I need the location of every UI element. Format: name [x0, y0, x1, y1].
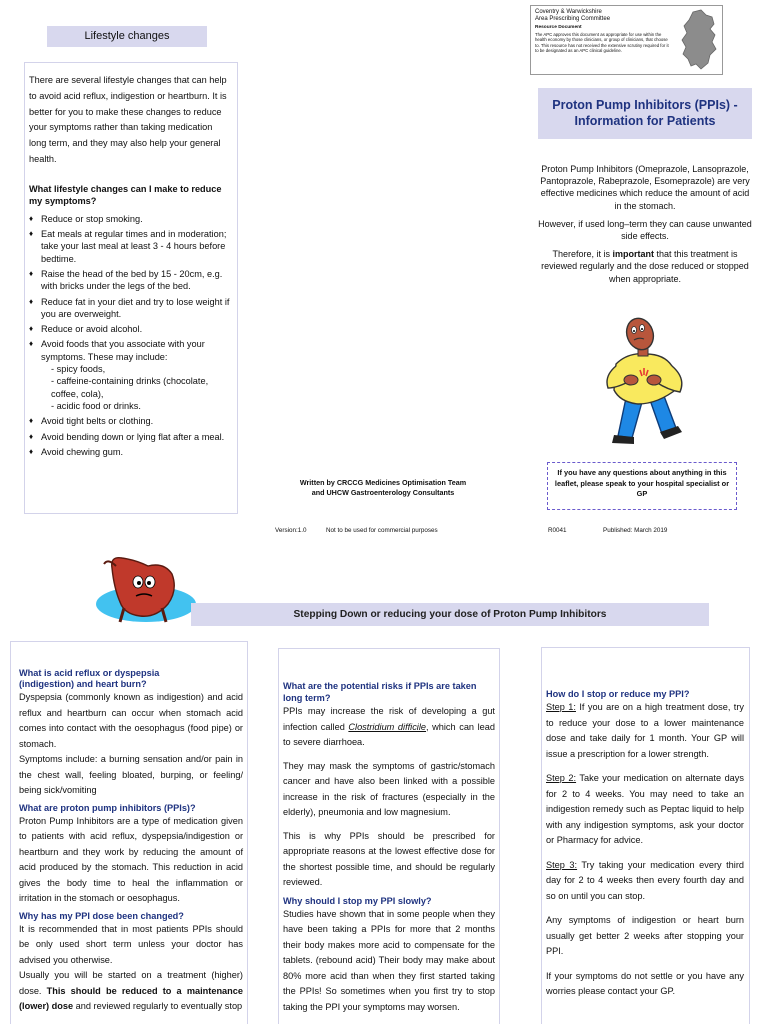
col2-heading-1: What are the potential risks if PPIs are taken long term? [283, 681, 477, 703]
col1-p3: Proton Pump Inhibitors are a type of medication given to patients with acid reflux, dyspepsia/indigestion or heartburn and they work by reducing the amount of acid produced by the stomach. This reduction in acid gives the body time to heal the inflammation or irritation in the stomach or oesophagus. [19, 815, 243, 903]
page2-banner-text: Stepping Down or reducing your dose of Proton Pump Inhibitors [293, 609, 607, 620]
footer-version: Version:1.0 [275, 527, 307, 534]
col3-p5: If your symptoms do not settle or you have any worries please contact your GP. [546, 970, 744, 996]
cover-p3-bold: important [612, 249, 654, 260]
cover-p3 [538, 248, 752, 285]
credits-line2: and UHCW Gastroenterology Consultants [311, 488, 455, 497]
list-item: ♦ Reduce fat in your diet and try to lose weight if you are overweight. [29, 296, 231, 321]
col3-step3 [546, 858, 744, 905]
lifestyle-panel [24, 62, 238, 514]
list-item: ♦ Avoid chewing gum. [29, 446, 231, 458]
col3-p4: Any symptoms of indigestion or heart burn usually get better 2 weeks after stopping your PPI. [546, 915, 744, 956]
col3-step1-label: Step 1: [546, 702, 576, 712]
stomach-character-illustration [92, 556, 196, 632]
page2-column-3 [541, 647, 750, 1024]
cover-p1: Proton Pump Inhibitors (Omeprazole, Lansoprazole, Pantoprazole, Rabeprazole, Esomeprazole) are very effective medicines which reduce the amount of acid in the stomach. [540, 164, 750, 211]
apc-org-line1: Coventry & Warwickshire [535, 9, 602, 15]
col3-step3-text: Try taking your medication every third day for 2 to 4 weeks then every fourth day and so on until you can stop. [546, 859, 745, 901]
cover-p3-post: that this treatment is reviewed regularly and the dose reduced or stopped when appropriate. [541, 249, 749, 284]
list-item [29, 338, 231, 412]
col1-heading-2: What are proton pump inhibitors (PPIs)? [19, 802, 196, 813]
contact-box [547, 462, 737, 510]
page2-column-2 [278, 648, 500, 1024]
list-item: ♦ Avoid bending down or lying flat after a meal. [29, 431, 231, 443]
col1-heading-3: Why has my PPI dose been changed? [19, 910, 184, 921]
list-item: ♦ Reduce or avoid alcohol. [29, 323, 231, 335]
col2-p2: They may mask the symptoms of gastric/stomach cancer and have also been linked with a possible increase in the risk of fractures (especially in the elderly), pneumonia and low magnesium. [283, 760, 495, 817]
cover-title-box [538, 88, 752, 139]
col1-heading-1: What is acid reflux or dyspepsia (indigestion) and heart burn? [19, 668, 160, 689]
col2-p1-post: , which can lead to severe diarrhoea. [283, 721, 495, 747]
col3-step1 [546, 700, 744, 762]
col2-p4: Studies have shown that in some people when they have been taking a PPIs for more that 2 months their body makes more acid to compensate for the tablets. (rebound acid) Their body may make about 80% more acid than when they first started taking the PPIs! So sometimes when you first try to stop taking the PPI your symptoms may worsen. [283, 908, 495, 1012]
county-map-icon [679, 9, 719, 71]
col3-step2 [546, 771, 744, 849]
cover-p3-pre: Therefore, it is [552, 249, 613, 260]
credits-line1: Written by CRCCG Medicines Optimisation Team [299, 478, 467, 487]
heartburn-man-illustration [598, 316, 694, 456]
lifestyle-label: Lifestyle changes [84, 30, 170, 42]
credits [268, 478, 498, 498]
col1-p5-bold: This should be reduced to a maintenance (lower) dose [19, 985, 243, 1011]
page2-banner [191, 603, 709, 626]
footer-published: Published: March 2019 [603, 527, 668, 534]
cover-title-line2: Information for Patients [574, 114, 716, 128]
col1-p5-post: and reviewed regularly to eventually stop [73, 1001, 243, 1011]
col1-p2: Symptoms include: a burning sensation and/or pain in the chest wall, feeling bloated, burping, or feeling/ being sick/vomiting [19, 754, 243, 795]
lifestyle-question: What lifestyle changes can I make to reduce my symptoms? [29, 183, 222, 206]
col1-p5 [19, 968, 243, 1015]
cover-text [538, 163, 752, 285]
col3-step3-label: Step 3: [546, 859, 578, 870]
apc-doc-type: Resource Document [535, 25, 582, 30]
col1-p5-pre: Usually you will be started on a treatment (higher) dose. [19, 970, 243, 996]
food-item: - spicy foods, [51, 364, 106, 375]
contact-box-text: If you have any questions about anything in this leaflet, please speak to your hospital specialist or GP [554, 468, 730, 498]
lifestyle-label-box [47, 26, 207, 47]
col3-step2-text: Take your medication on alternate days for 2 to 4 weeks. You may need to take an indigestion remedy such as Peptac liquid to help with any indigestion symptoms, ask your doctor or Pharmacy for advice. [546, 773, 744, 845]
food-item: - acidic food or drinks. [51, 400, 141, 411]
col1-p4: It is recommended that in most patients PPIs should be only used short term unless your doctor has advised you otherwise. [19, 923, 243, 965]
list-item: ♦ Eat meals at regular times and in moderation; take your last meal at least 3 - 4 hours before bedtime. [29, 228, 231, 265]
apc-text: The APC approves this document as appropriate for use within the health economy by those clinicians, or group of clinicians, that choose to. This resource has not received the extensive scrutiny required for it to be designated as an APC clinical guideline. [535, 32, 669, 54]
list-item: ♦ Raise the head of the bed by 15 - 20cm, e.g. with bricks under the legs of the bed. [29, 268, 231, 293]
col2-p3: This is why PPIs should be prescribed for appropriate reasons at the lowest effective dose for the shortest possible time, and should be regularly reviewed. [283, 830, 495, 887]
list-item: ♦ Reduce or stop smoking. [29, 213, 231, 225]
col1-p1: Dyspepsia (commonly known as indigestion) and acid reflux and heartburn can occur when stomach acid comes into contact with the oesophagus (food pipe) or stomach. [19, 692, 243, 749]
col3-step2-label: Step 2: [546, 773, 577, 783]
col2-p1-pre: PPIs may increase the risk of developing a gut infection called [283, 706, 495, 732]
apc-org-line2: Area Prescribing Committee [535, 16, 611, 22]
cover-title-line1: Proton Pump Inhibitors (PPIs) - [552, 98, 738, 112]
cover-p2: However, if used long–term they can cause unwanted side effects. [538, 218, 752, 242]
footer-notice: Not to be used for commercial purposes [326, 527, 438, 534]
lifestyle-bullets [29, 213, 231, 458]
footer-code: R0041 [548, 527, 567, 534]
food-item: - caffeine-containing drinks (chocolate, coffee, cola), [51, 376, 209, 399]
apc-box [530, 5, 723, 75]
col2-p1 [283, 704, 495, 751]
page2-column-1 [10, 641, 248, 1024]
col2-heading-2: Why should I stop my PPI slowly? [283, 895, 432, 906]
col2-p1-link[interactable]: Clostridium difficile [348, 721, 427, 732]
list-item-text: Avoid foods that you associate with your symptoms. These may include: [41, 339, 205, 362]
col3-step1-text: If you are on a high treatment dose, try to reduce your dose to a lower maintenance dose and take daily for 1 month. Your GP will issue a prescription for a lower strength. [546, 702, 744, 759]
list-item: ♦ Avoid tight belts or clothing. [29, 415, 231, 427]
lifestyle-intro: There are several lifestyle changes that can help to avoid acid reflux, indigestion or heartburn. It is better for you to make these changes to reduce your symptoms rather than taking medication long term, and they may also help your general health. [29, 75, 227, 164]
col3-heading-1: How do I stop or reduce my PPI? [546, 689, 690, 699]
